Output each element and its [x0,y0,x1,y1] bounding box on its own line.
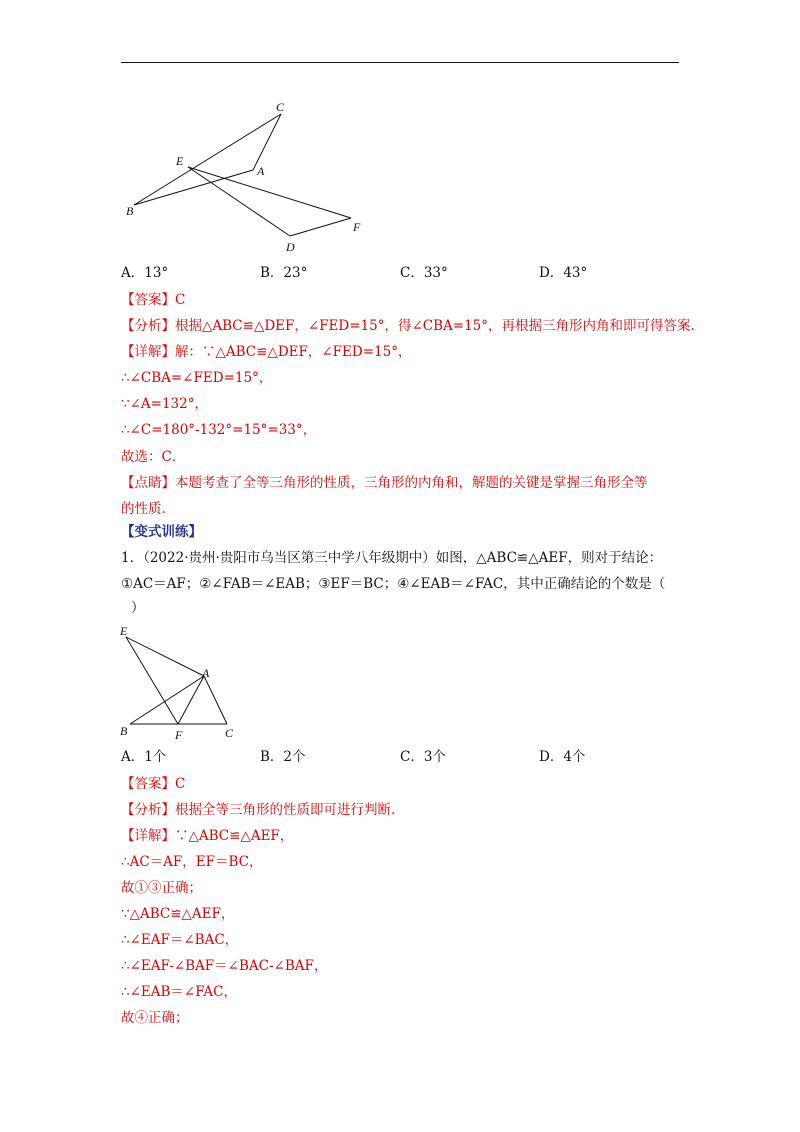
detail-line-1: 【详解】解：∵△ABC≌△DEF，∠FED=15°， [121,344,412,360]
figure-2-svg [116,622,246,744]
label-a: A [202,666,210,680]
detail-line-4: ∴∠C=180°-132°=15°=33°， [121,422,317,438]
header-rule [121,62,679,63]
q1-stem-line-1: 1．（2022·贵州·贵阳市乌当区第三中学八年级期中）如图，△ABC≌△AEF，则对于结论： [121,550,663,566]
option-a[interactable]: A．13° [121,265,169,281]
q1-detail-line-7: ∴∠EAB＝∠FAC， [121,984,238,1000]
q1-detail-line-6: ∴∠EAF-∠BAF＝∠BAC-∠BAF， [121,958,328,974]
q1-option-a[interactable]: A．1个 [121,749,167,765]
q1-detail-line-8: 故④正确； [121,1010,189,1026]
segment-ab [134,170,253,205]
section-title: 【变式训练】 [121,524,202,540]
segment-fa [178,676,204,724]
segment-ac [204,676,227,724]
option-b[interactable]: B．23° [260,265,308,281]
detail-line-3: ∵∠A=132°， [121,396,208,412]
label-c: C [276,100,285,114]
segment-de [188,167,290,236]
q1-analysis-line: 【分析】根据全等三角形的性质即可进行判断. [121,802,396,818]
label-a: A [257,164,265,178]
detail-line-2: ∴∠CBA=∠FED=15°， [121,370,273,386]
option-c[interactable]: C．33° [400,265,448,281]
label-f: F [353,220,361,234]
label-b: B [120,724,128,738]
q1-option-b[interactable]: B．2个 [260,749,306,765]
label-c: C [225,726,234,740]
segment-ef [188,167,351,218]
figure-1-svg [120,92,380,262]
comment-line-1: 【点睛】本题考查了全等三角形的性质，三角形的内角和，解题的关键是掌握三角形全等 [121,475,648,491]
q1-detail-line-3: 故①③正确； [121,880,202,896]
detail-line-5: 故选：C． [121,449,186,465]
segment-bc [134,114,281,205]
q1-detail-line-4: ∵△ABC≌△AEF， [121,906,235,922]
analysis-line: 【分析】根据△ABC≌△DEF，∠FED=15°，得∠CBA=15°，再根据三角形内角和即可得答案. [121,318,695,334]
answer-line: 【答案】C [121,292,186,308]
label-d: D [286,240,295,254]
label-f: F [175,728,183,742]
label-e: E [176,154,184,168]
figure-2 [116,622,246,744]
label-e: E [120,624,128,638]
comment-line-2: 的性质. [121,501,166,517]
q1-detail-line-2: ∴AC＝AF，EF＝BC， [121,854,263,870]
q1-detail-line-1: 【详解】∵△ABC≌△AEF， [121,828,294,844]
q1-answer-line: 【答案】C [121,776,186,792]
q1-stem-line-3: ） [131,600,145,616]
q1-option-c[interactable]: C．3个 [400,749,446,765]
label-b: B [126,204,134,218]
q1-detail-line-5: ∴∠EAF＝∠BAC， [121,932,239,948]
q1-stem-line-2: ①AC＝AF；②∠FAB＝∠EAB；③EF＝BC；④∠EAB＝∠FAC，其中正确结论的个数是（ [121,576,666,592]
option-d[interactable]: D．43° [539,265,588,281]
figure-1 [120,92,380,262]
q1-option-d[interactable]: D．4个 [539,749,586,765]
segment-fd [290,218,351,236]
segment-ba [130,676,204,724]
